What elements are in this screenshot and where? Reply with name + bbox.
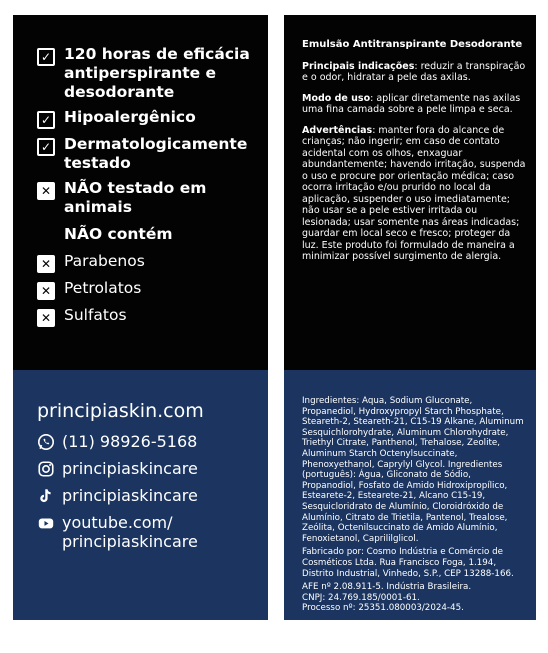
product-title: Emulsão Antitranspirante Desodorante [302,39,523,50]
checkbox-x-icon: ✕ [37,182,55,200]
instagram-icon [37,460,55,478]
cnpj-text: CNPJ: 24.769.185/0001-61. [302,592,420,603]
checkbox-x-icon: ✕ [37,282,55,300]
manufacturer-text: Fabricado por: Cosmo Indústria e Comércio de Cosméticos Ltda. Rua Francisco Foga, 1.194, Distrito Industrial, Vinhedo, S.P., CEP 13288-166. [302,547,514,579]
checkbox-checked-icon: ✓ [37,138,55,156]
claim-item [37,45,262,102]
ingredients-text: Ingredientes: Aqua, Sodium Gluconate, Propanediol, Hydroxypropyl Starch Phosphate, Steareth-2, Steareth-21, C15-19 Alkane, Aluminum Sesquichlorohydrate, Aluminum Chlorohydrate, Triethyl Citrate, Panthenol, Trehalose, Zeolite, Aluminum Starch Octenylsuccinate, Phenoxyethanol, Caprylyl Glycol. Ingredientes (português): Água, Gliconato de Sódio, Propanodiol, Fosfato de Amido Hidroxipropílico, Estearete-2, Estearete-21, Alcano C15-19, Sesquicloridrato de Alumínio, Cloroidróxido de Alumínio, Citrato de Trietila, Pantenol, Trealose, Zeólita, Octenilsuccinato de Amido Alumínio, Fenoxietanol, Caprililglicol. [302,396,524,544]
ingredients-block [302,396,524,614]
youtube-url-line1: youtube.com/ [62,513,173,532]
left-panel [13,15,268,620]
usage-label: Modo de uso [302,92,371,104]
left-top-section [13,15,268,370]
free-from-text: Sulfatos [64,306,127,324]
claims-list [37,45,262,333]
nao-contem-heading: NÃO contém [64,225,173,243]
usage-paragraph [302,93,526,116]
checkbox-x-icon: ✕ [37,255,55,273]
claim-text: Hipoalergênico [64,108,196,126]
whatsapp-icon [37,433,55,451]
tiktok-contact[interactable] [37,486,262,505]
product-info [302,39,526,272]
right-panel [284,15,536,620]
free-from-item [37,306,262,327]
warnings-text: : manter fora do alcance de crianças; não ingerir; em caso de contato acidental com os olhos, enxaguar abundantemente; havendo irritação, suspenda o uso e procure por orientação médica; caso ocorra irritação e/ou prurido no local da aplicação, suspender o uso imediatamente; não usar se a pele estiver irritada ou lesionada; usar somente nas áreas indicadas; guardar em local seco e fresco; proteger da luz. Este produto foi formulado de maneira a minimizar possível surgimento de alergia. [302,124,526,262]
contacts-list [37,400,262,559]
warnings-label: Advertências [302,124,373,136]
warnings-paragraph [302,125,526,263]
instagram-contact[interactable] [37,459,262,478]
afe-text: AFE nº 2.08.911-5. Indústria Brasileira. [302,582,472,593]
claim-item [37,179,262,217]
claim-item [37,108,262,129]
youtube-contact[interactable] [37,513,262,551]
free-from-text: Parabenos [64,252,145,270]
whatsapp-number: (11) 98926-5168 [62,432,198,451]
tiktok-icon [37,487,55,505]
claim-text: NÃO testado em animais [64,179,207,216]
free-from-item [37,279,262,300]
indications-text: : reduzir a transpiração e o odor, hidratar a pele das axilas. [302,60,526,83]
right-top-section [284,15,536,370]
whatsapp-contact[interactable] [37,432,262,451]
usage-text: : aplicar diretamente nas axilas uma fina camada sobre a pele limpa e seca. [302,92,521,115]
checkbox-x-icon: ✕ [37,309,55,327]
processo-text: Processo nº: 25351.080003/2024-45. [302,603,464,614]
checkbox-checked-icon: ✓ [37,111,55,129]
indications-label: Principais indicações [302,60,415,72]
claim-text: 120 horas de eficácia antiperspirante e desodorante [64,45,250,101]
youtube-url [62,513,198,551]
claim-text: Dermatologicamente testado [64,135,248,172]
tiktok-handle: principiaskincare [62,486,198,505]
free-from-text: Petrolatos [64,279,142,297]
right-bottom-section [284,370,536,620]
free-from-item [37,252,262,273]
claim-item [37,135,262,173]
indications-paragraph [302,61,526,84]
youtube-url-line2: principiaskincare [62,532,198,551]
instagram-handle: principiaskincare [62,459,198,478]
checkbox-checked-icon: ✓ [37,48,55,66]
website-link[interactable]: principiaskin.com [37,400,204,422]
youtube-icon [37,514,55,532]
left-bottom-section [13,370,268,620]
